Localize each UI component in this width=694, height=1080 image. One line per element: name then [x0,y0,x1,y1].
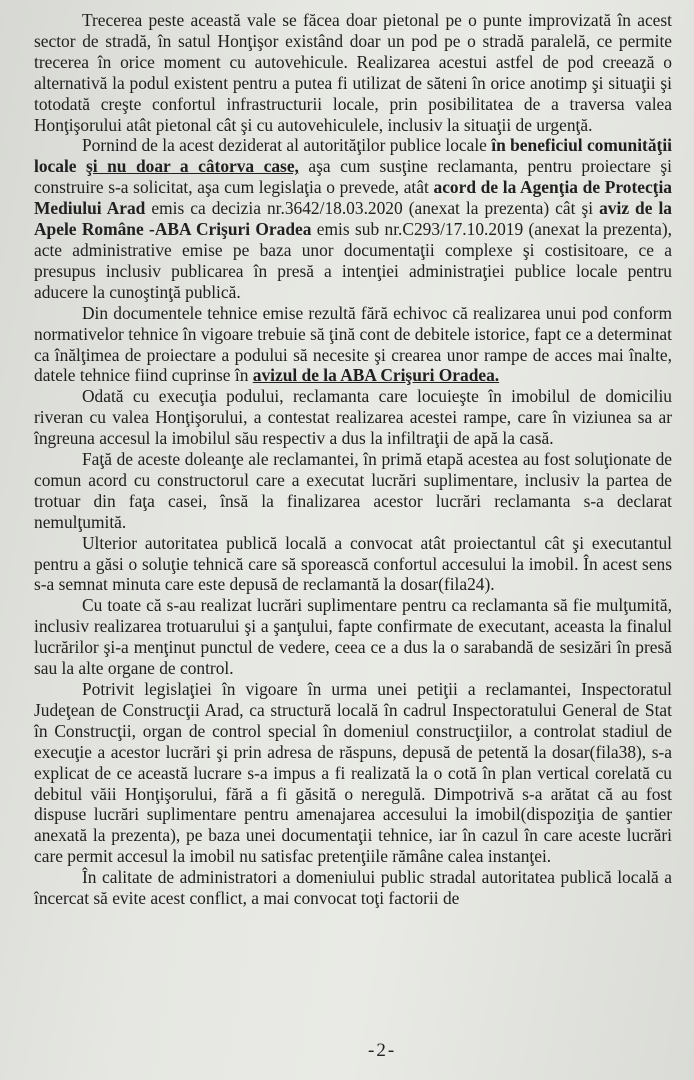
text-segment: Potrivit legislaţiei în vigoare în urma unei petiţii a reclamantei, Inspectoratul Judeţean de Construcţii Arad, ca structură locală în cadrul Inspectoratului General de Stat în Construcţii, organ de control special în domeniul construcţiilor, a controlat stadiul de execuţie a acestor lucrări şi prin adresa de răspuns, depusă de petentă la dosar(fila38), s-a explicat de ce această lucrare s-a impus a fi realizată la o cotă în plan vertical corelată cu debitul văii Honţişorului, fără a fi găsită o neregulă. Dimpotrivă s-a arătat că au fost dispuse lucrări suplimentare pentru amenajarea accesului la imobil(dispoziţia de şantier anexată la prezenta), pe baza unei documentaţii tehnice, iar în cazul în care aceste lucrări care permit accesul la imobil nu satisfac pretenţiile rămâne calea instanţei. [34,679,672,867]
text-segment: Pornind de la acest deziderat al autorităţilor publice locale [82,135,492,156]
text-segment: Ulterior autoritatea publică locală a convocat atât proiectantul cât şi executantul pentru a găsi o soluţie tehnică care să sporească confortul accesului la imobil. În acest sens s-a semnat minuta care este depusă de reclamantă la dosar(fila24). [34,532,672,595]
paragraph-7 [34,595,672,679]
text-segment: aşa cum susţine reclamanta, pentru proiectare şi construire s-a solicitat, aşa cum legislaţia o prevede, atât [34,156,673,198]
text-segment: Trecerea peste această vale se făcea doar pietonal pe o punte improvizată în acest sector de stradă, în satul Honţişor existând doar un pod pe o stradă paralelă, ce permite trecerea în orice moment cu autovehicule. Realizarea acestui astfel de pod creează o alternativă la podul existent pentru a putea fi utilizat de săteni în orice anotimp şi situaţii şi totodată creşte confortul infrastructurii locale, prin posibilitatea de a traversa valea Honţişorului atât pietonal cât şi cu autovehiculele, inclusiv la situaţii de urgenţă. [34,10,672,135]
paragraph-1 [34,10,672,135]
text-segment: acord de la Agenţia de Protecţia Mediului Arad [34,177,673,219]
text-segment: Odată cu execuţia podului, reclamanta care locuieşte în imobilul de domiciliu riveran cu valea Honţişorului, a contestat realizarea acestei rampe, care în viziunea sa ar îngreuna accesul la imobilul său respectiv a dus la infiltraţii de apă la casă. [34,386,672,449]
text-segment: Din documentele tehnice emise rezultă fără echivoc că realizarea unui pod conform normativelor tehnice în vigoare trebuie să ţină cont de debitele istorice, fapt ce a determinat ca înălţimea de proiectare a podului să necesite şi crearea unor rampe de acces mai înalte, datele tehnice fiind cuprinse în [34,302,672,386]
text-segment: în beneficiul comunităţii locale [34,135,672,177]
text-segment: În calitate de administratori a domeniului public stradal autoritatea publică locală a încercat să evite acest conflict, a mai convocat toţi factorii de [34,867,672,909]
text-segment [77,156,87,176]
paragraph-6 [34,533,672,596]
paragraph-5 [34,449,672,533]
paragraph-9 [34,867,672,909]
text-segment: Faţă de aceste doleanţe ale reclamantei, în primă etapă acestea au fost soluţionate de comun acord cu constructorul care a executat lucrări suplimentare, inclusiv la partea de trotuar din faţa casei, însă la finalizarea acestor lucrări reclamanta s-a declarat nemulţumită. [34,449,672,532]
text-segment: emis sub nr.C293/17.10.2019 (anexat la prezenta), acte administrative emise pe baza unor documentaţii complexe şi costisitoare, ce a presupus inclusiv publicarea în presă a intenţiei administraţiei publice locale pentru aducere la cunoştinţă publică. [34,219,672,302]
paragraph-3 [34,303,672,387]
paragraph-8 [34,679,672,867]
document-body [34,10,672,909]
text-segment: aviz de la Apele Române -ABA Crişuri Oradea [34,198,672,240]
text-segment: emis ca decizia nr.3642/18.03.2020 (anexat la prezenta) cât şi [145,198,600,219]
paragraph-4 [34,386,672,449]
paragraph-2 [34,135,672,302]
text-segment: Cu toate că s-au realizat lucrări suplimentare pentru ca reclamanta să fie mulţumită, inclusiv realizarea trotuarului şi a şanţului, fapte confirmate de executant, aceasta la finalul lucrărilor şi-a menţinut punctul de vedere, ceea ce a dus la o sarabandă de sesizări în presă sau la alte organe de control. [34,595,672,679]
text-segment: şi nu doar a câtorva case, [86,156,299,177]
page-number: -2- [368,1040,397,1061]
text-segment: avizul de la ABA Crişuri Oradea. [252,365,500,386]
